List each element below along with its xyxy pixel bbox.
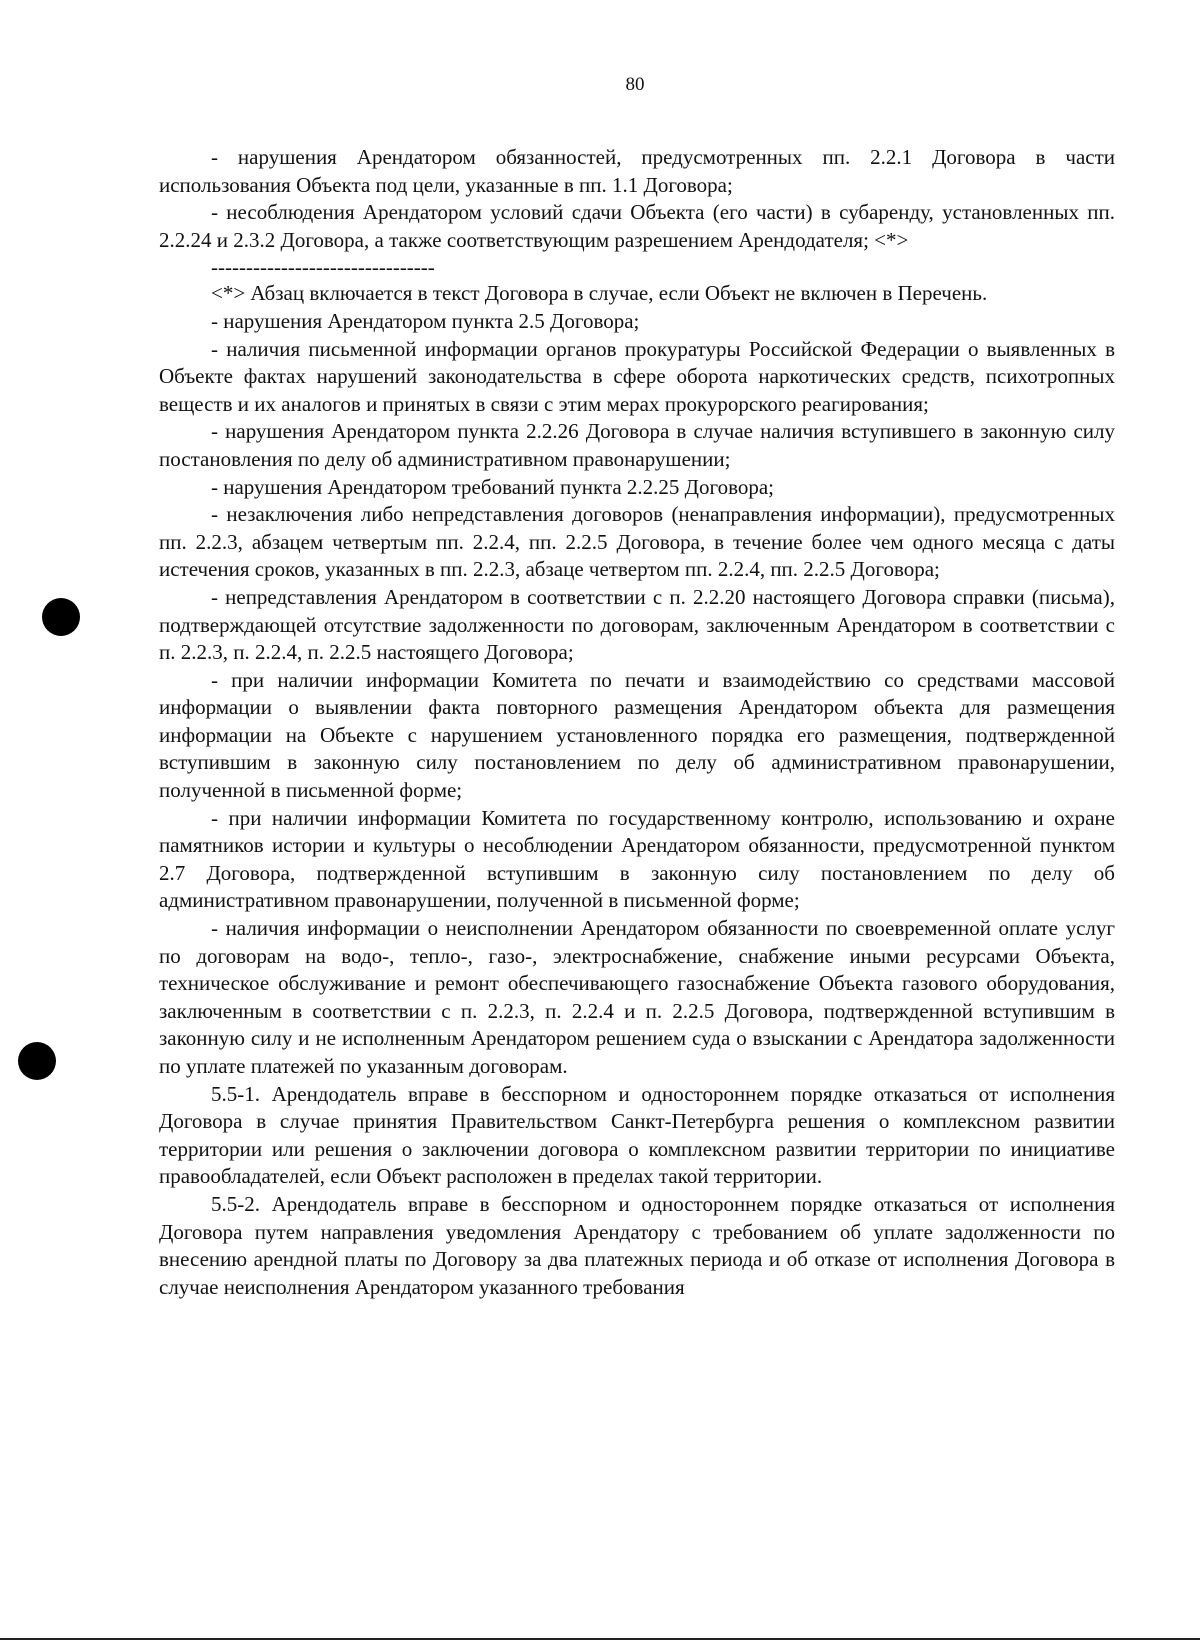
paragraph-certificate-not-provided: - непредставления Арендатором в соответствии с п. 2.2.20 настоящего Договора справки (письма), подтверждающей отсутствие задолженности по договорам, заключенным Арендатором в соответствии с п. 2.2.3, п. 2.2.4, п. 2.2.5 настоящего Договора; [159,584,1115,665]
paragraph-prosecutor-info: - наличия письменной информации органов прокуратуры Российской Федерации о выявленных в Объекте фактах нарушений законодательства в сфере оборота наркотических средств, психотропных веществ и их аналогов и принятых в связи с этим мерах прокурорского реагирования; [159,336,1115,416]
punch-hole-lower [18,1042,56,1080]
document-body [159,144,1115,1301]
paragraph-violation-2-2-1: - нарушения Арендатором обязанностей, предусмотренных пп. 2.2.1 Договора в части использования Объекта под цели, указанные в пп. 1.1 Договора; [159,145,1115,197]
paragraph-sublease-conditions: - несоблюдения Арендатором условий сдачи Объекта (его части) в субаренду, установленных пп. 2.2.24 и 2.3.2 Договора, а также соответствующим разрешением Арендодателя; <*> [159,200,1115,252]
paragraph-violation-2-2-25: - нарушения Арендатором требований пункта 2.2.25 Договора; [211,474,774,499]
footnote-separator: -------------------------------- [211,255,435,280]
paragraph-utilities-debt: - наличия информации о неисполнении Арендатором обязанности по своевременной оплате услуг по договорам на водо-, тепло-, газо-, электроснабжение, снабжение иными ресурсами Объекта, техническое обслуживание и ремонт обеспечивающего газоснабжение Объекта газового оборудования, заключенным в соответствии с п. 2.2.3, п. 2.2.4 и п. 2.2.5 Договора, подтвержденной вступившим в законную силу и не исполненным Арендатором решением суда о взыскании с Арендатора задолженности по уплате платежей по указанным договорам. [159,916,1115,1078]
paragraph-clause-5-5-1: 5.5-1. Арендодатель вправе в бесспорном и одностороннем порядке отказаться от исполнения Договора в случае принятия Правительством Санкт-Петербурга решения о комплексном развитии территории или решения о заключении договора о комплексном развитии территории по инициативе правообладателей, если Объект расположен в пределах такой территории. [159,1081,1115,1189]
page-number: 80 [625,74,645,95]
scan-bottom-edge [0,1638,1200,1640]
paragraph-press-committee-info: - при наличии информации Комитета по печати и взаимодействию со средствами массовой информации о выявлении факта повторного размещения Арендатором объекта для размещения информации на Объекте с нарушением установленного порядка его размещения, подтвержденной вступившим в законную силу постановлением по делу об административном правонарушении, полученной в письменной форме; [159,667,1115,803]
punch-hole-upper [42,598,80,636]
paragraph-clause-5-5-2: 5.5-2. Арендодатель вправе в бесспорном и одностороннем порядке отказаться от исполнения Договора путем направления уведомления Арендатору с требованием об уплате задолженности по внесению арендной платы по Договору за два платежных периода и об отказе от исполнения Договора в случае неисполнения Арендатором указанного требования [159,1191,1115,1299]
paragraph-contracts-not-concluded: - незаключения либо непредставления договоров (ненаправления информации), предусмотренных пп. 2.2.3, абзацем четвертым пп. 2.2.4, пп. 2.2.5 Договора, в течение более чем одного месяца с даты истечения сроков, указанных в пп. 2.2.3, абзаце четвертом пп. 2.2.4, пп. 2.2.5 Договора; [159,502,1115,582]
paragraph-monuments-committee-info: - при наличии информации Комитета по государственному контролю, использованию и охране памятников истории и культуры о несоблюдении Арендатором обязанности, предусмотренной пунктом 2.7 Договора, подтвержденной вступившим в законную силу постановлением по делу об административном правонарушении, полученной в письменной форме; [159,805,1115,913]
paragraph-violation-2-5: - нарушения Арендатором пункта 2.5 Договора; [211,308,640,333]
footnote-text: <*> Абзац включается в текст Договора в случае, если Объект не включен в Перечень. [211,281,988,306]
paragraph-violation-2-2-26: - нарушения Арендатором пункта 2.2.26 Договора в случае наличия вступившего в законную силу постановления по делу об административном правонарушении; [159,419,1115,471]
